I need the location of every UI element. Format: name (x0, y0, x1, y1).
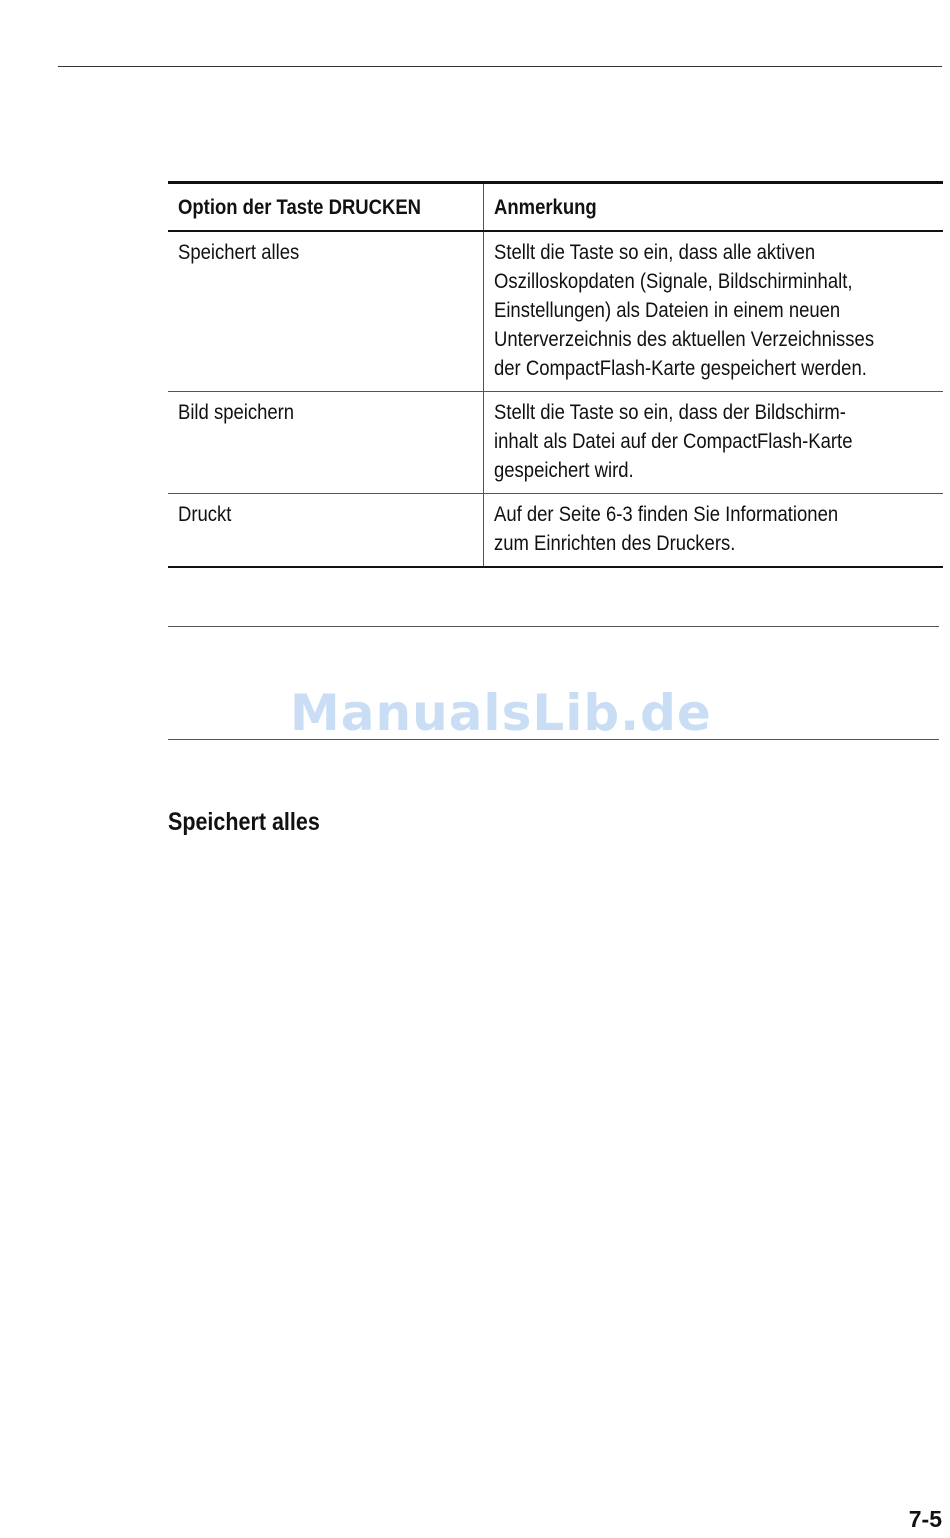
note-cell: Auf der Seite 6-3 finden Sie Informationen zum Einrichten des Druckers. (494, 503, 839, 555)
header-option: Option der Taste DRUCKEN (168, 183, 484, 232)
top-rule (58, 66, 942, 67)
option-cell: Bild speichern (168, 392, 484, 494)
page-number: 7-5 (908, 1506, 942, 1532)
table-header-row (168, 183, 943, 232)
header-note: Anmerkung (494, 195, 597, 219)
watermark: ManualsLib.de (290, 684, 712, 742)
print-options-table (168, 181, 943, 568)
option-cell: Druckt (168, 494, 484, 568)
option-cell: Speichert alles (168, 231, 484, 392)
note-cell: Stellt die Taste so ein, dass der Bildschirm- inhalt als Datei auf der CompactFlash-Karte gespeichert wird. (494, 401, 853, 482)
table-row (168, 231, 943, 392)
section-heading: Speichert alles (168, 808, 320, 836)
table-row (168, 392, 943, 494)
note-cell: Stellt die Taste so ein, dass alle aktiven Oszilloskopdaten (Signale, Bildschirminhalt, Einstellungen) als Dateien in einem neuen Unterverzeichnis des aktuellen Verzeichnisses der CompactFlash-Karte gespeichert werden. (494, 241, 875, 380)
table-row (168, 494, 943, 568)
